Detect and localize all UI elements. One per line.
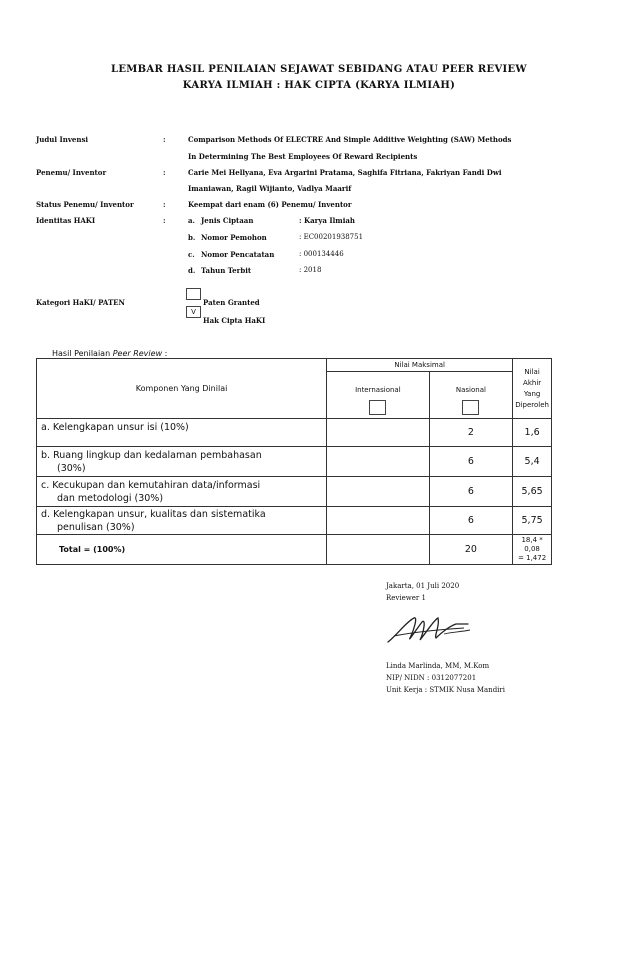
header-internasional-label: Internasional: [355, 386, 401, 394]
identitas-label: Identitas HAKI: [36, 216, 96, 225]
nasional-cell: 2: [429, 419, 513, 447]
hak-cipta-checkbox[interactable]: V: [186, 306, 201, 318]
nilai-cell: 5,4: [513, 447, 552, 477]
identitas-value: : 2018: [299, 266, 322, 274]
review-table: [36, 358, 552, 565]
identitas-key: Tahun Terbit: [201, 266, 252, 275]
nasional-checkbox[interactable]: [462, 400, 479, 415]
internasional-checkbox[interactable]: [369, 400, 386, 415]
review-caption: Hasil Penilaian Peer Review :: [52, 349, 168, 358]
status-label: Status Penemu/ Inventor: [36, 200, 134, 209]
header-nilai-maksimal: Nilai Maksimal: [327, 359, 513, 372]
nilai-cell: 5,65: [513, 477, 552, 507]
internasional-cell: [327, 447, 430, 477]
document-title-line1: LEMBAR HASIL PENILAIAN SEJAWAT SEBIDANG ATAU PEER REVIEW: [111, 64, 527, 75]
component-cell: b. Ruang lingkup dan kedalaman pembahasan (30%): [37, 447, 327, 477]
nilai-cell: 1,6: [513, 419, 552, 447]
reviewer-unit: Unit Kerja : STMIK Nusa Mandiri: [386, 686, 505, 694]
identitas-key: Jenis Ciptaan: [201, 216, 254, 225]
place-date: Jakarta, 01 Juli 2020: [386, 582, 460, 590]
status-value: Keempat dari enam (6) Penemu/ Inventor: [188, 200, 352, 209]
judul-value-line2: In Determining The Best Employees Of Reward Recipients: [188, 152, 418, 161]
reviewer-nip: NIP/ NIDN : 0312077201: [386, 674, 477, 682]
nasional-cell: 6: [429, 507, 513, 535]
nilai-cell: 5,75: [513, 507, 552, 535]
identitas-value: : Karya Ilmiah: [299, 216, 355, 225]
total-nasional: 20: [429, 535, 513, 565]
signature-image: [384, 612, 474, 648]
total-internasional-cell: [327, 535, 430, 565]
header-internasional: [327, 372, 430, 419]
kategori-label: Kategori HaKI/ PATEN: [36, 298, 125, 307]
total-row: [37, 535, 552, 565]
identitas-value: : EC00201938751: [299, 233, 364, 241]
judul-label: Judul Invensi: [36, 135, 89, 144]
hak-cipta-label: Hak Cipta HaKI: [203, 316, 266, 325]
component-cell: a. Kelengkapan unsur isi (10%): [37, 419, 327, 447]
identitas-letter: a.: [188, 216, 195, 225]
total-label: Total = (100%): [37, 535, 327, 565]
table-row: [37, 447, 552, 477]
header-nilai-akhir: Nilai Akhir Yang Diperoleh: [513, 359, 552, 419]
header-nasional: [429, 372, 513, 419]
identitas-letter: c.: [188, 250, 195, 259]
identitas-letter: b.: [188, 233, 196, 242]
reviewer-name: Linda Marlinda, MM, M.Kom: [386, 662, 490, 670]
penemu-colon: :: [163, 168, 166, 177]
header-nasional-label: Nasional: [455, 386, 486, 394]
table-row: [37, 507, 552, 535]
internasional-cell: [327, 507, 430, 535]
internasional-cell: [327, 477, 430, 507]
penemu-value-line1: Carie Mei Hellyana, Eva Argarini Pratama, Saghifa Fitriana, Fakriyan Fandi Dwi: [188, 168, 502, 177]
table-row: [37, 419, 552, 447]
identitas-key: Nomor Pencatatan: [201, 250, 275, 259]
component-cell: d. Kelengkapan unsur, kualitas dan sistematika penulisan (30%): [37, 507, 327, 535]
internasional-cell: [327, 419, 430, 447]
identitas-letter: d.: [188, 266, 196, 275]
penemu-label: Penemu/ Inventor: [36, 168, 107, 177]
nasional-cell: 6: [429, 477, 513, 507]
nasional-cell: 6: [429, 447, 513, 477]
status-colon: :: [163, 200, 166, 209]
paten-granted-checkbox[interactable]: [186, 288, 201, 300]
table-row: [37, 477, 552, 507]
component-cell: c. Kecukupan dan kemutahiran data/informasi dan metodologi (30%): [37, 477, 327, 507]
identitas-key: Nomor Pemohon: [201, 233, 267, 242]
identitas-value: : 000134446: [299, 250, 344, 258]
judul-colon: :: [163, 135, 166, 144]
paten-granted-label: Paten Granted: [203, 298, 260, 307]
judul-value-line1: Comparison Methods Of ELECTRE And Simple Additive Weighting (SAW) Methods: [188, 135, 512, 144]
penemu-value-line2: Imaniawan, Ragil Wijianto, Vadlya Maarif: [188, 184, 352, 193]
header-komponen: Komponen Yang Dinilai: [37, 359, 327, 419]
total-nilai: 18,4 * 0,08 = 1,472: [513, 535, 552, 565]
identitas-colon: :: [163, 216, 166, 225]
reviewer-label: Reviewer 1: [386, 594, 426, 602]
document-title-line2: KARYA ILMIAH : HAK CIPTA (KARYA ILMIAH): [182, 80, 456, 91]
